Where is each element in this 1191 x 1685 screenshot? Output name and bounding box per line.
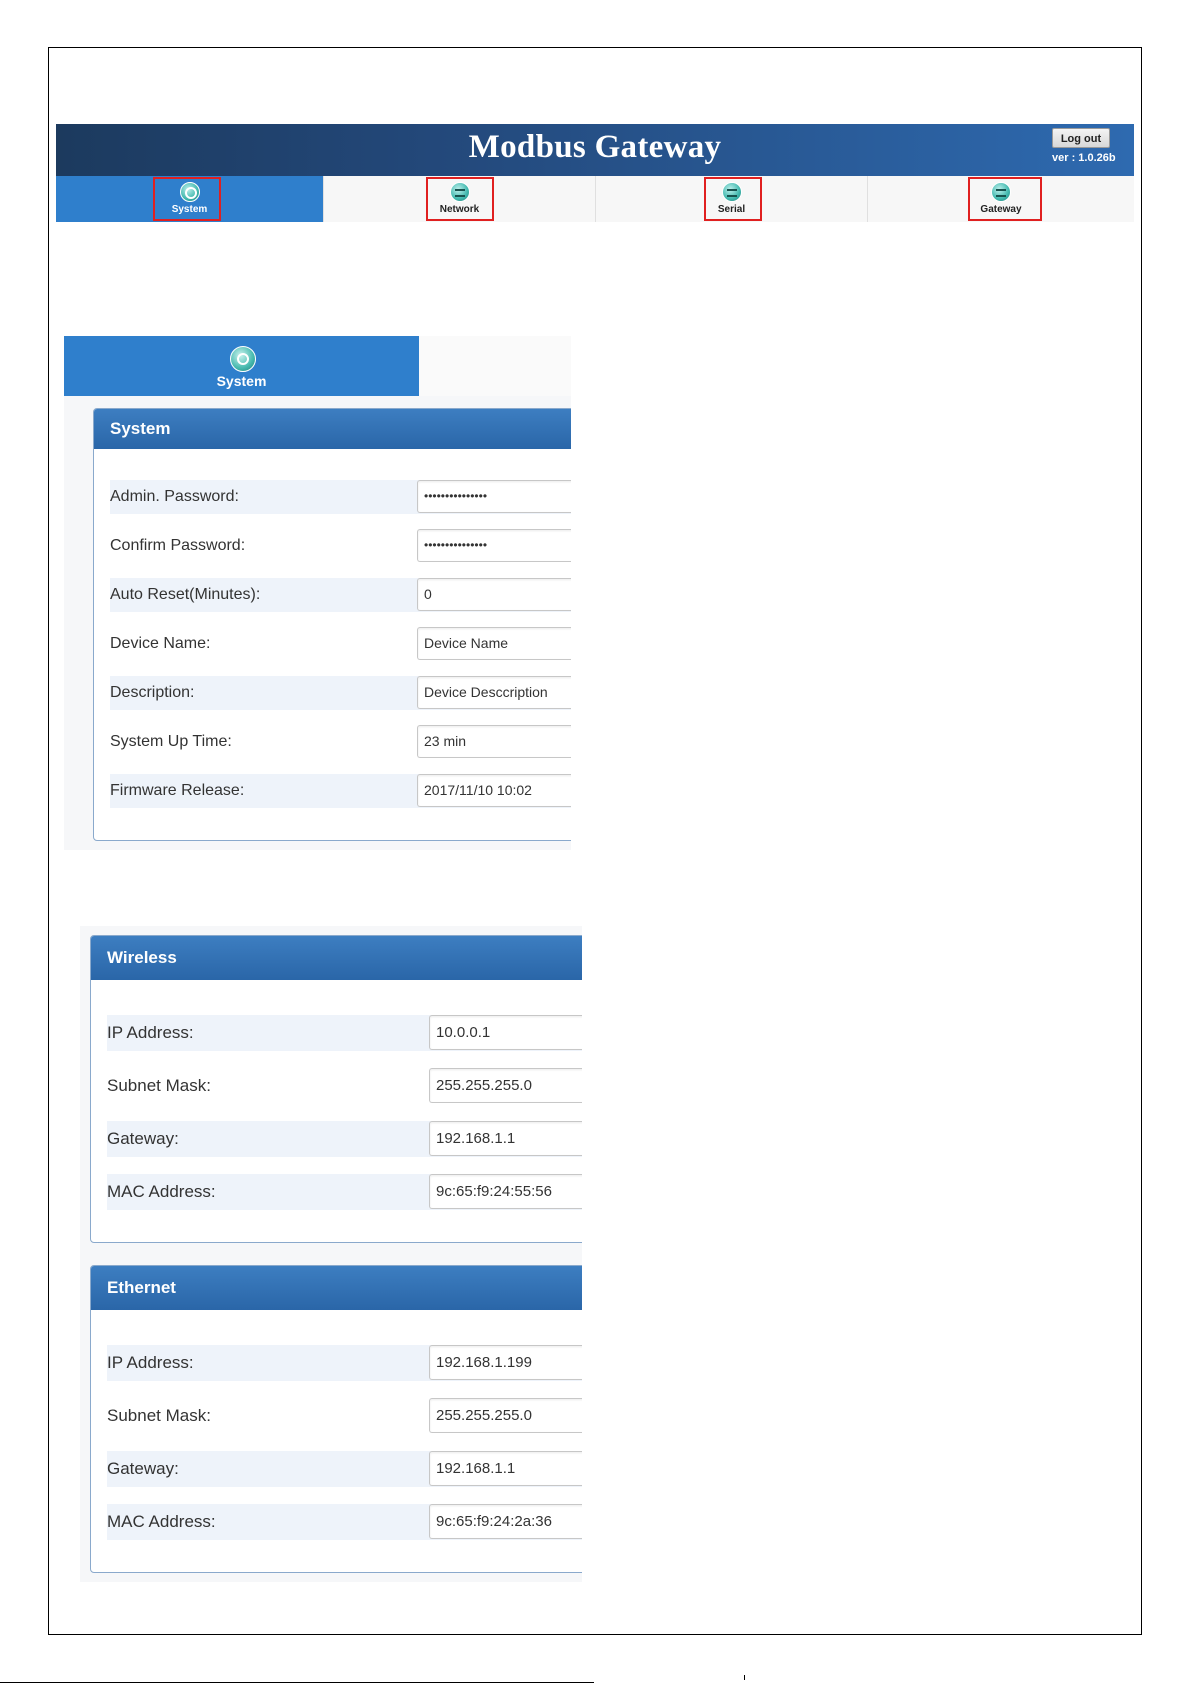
ethernet-panel (90, 1265, 582, 1573)
tab-label: Gateway (980, 204, 1022, 215)
gateway-header-screenshot (56, 124, 1134, 222)
field-label: Confirm Password: (110, 537, 246, 554)
gear-icon (230, 346, 256, 372)
field-label: Subnet Mask: (107, 1406, 211, 1425)
panel-title: System (94, 409, 571, 449)
tab-gateway[interactable] (868, 176, 1134, 222)
field-label: IP Address: (107, 1353, 194, 1372)
wireless-ip-input[interactable]: 10.0.0.1 (429, 1015, 582, 1050)
logout-button[interactable]: Log out (1052, 128, 1110, 148)
system-up-time-row (110, 725, 571, 759)
wireless-mac-row (107, 1174, 582, 1210)
app-title: Modbus Gateway (468, 129, 722, 165)
description-row (110, 676, 571, 710)
tab-system[interactable] (64, 336, 419, 396)
tab-label: Serial (717, 204, 746, 215)
field-label: Gateway: (107, 1459, 179, 1478)
firmware-release-field: 2017/11/10 10:02 (417, 774, 571, 807)
field-label: Firmware Release: (110, 782, 245, 799)
admin-password-input[interactable]: ••••••••••••••• (417, 480, 571, 513)
confirm-password-input[interactable]: ••••••••••••••• (417, 529, 571, 562)
tab-label: System (216, 373, 267, 389)
field-label: IP Address: (107, 1023, 194, 1042)
wireless-subnet-input[interactable]: 255.255.255.0 (429, 1068, 582, 1103)
gear-icon (180, 182, 200, 202)
system-up-time-field: 23 min (417, 725, 571, 758)
wireless-gateway-input[interactable]: 192.168.1.1 (429, 1121, 582, 1156)
device-name-row (110, 627, 571, 661)
wireless-panel (90, 935, 582, 1243)
ethernet-subnet-row (107, 1398, 582, 1434)
serial-icon (722, 182, 742, 202)
device-name-input[interactable]: Device Name (417, 627, 571, 660)
confirm-password-row (110, 529, 571, 563)
gateway-icon (991, 182, 1011, 202)
tab-system[interactable] (56, 176, 324, 222)
field-label: Admin. Password: (110, 488, 239, 505)
field-label: Device Name: (110, 635, 211, 652)
footer-mark (744, 1675, 745, 1680)
auto-reset-input[interactable]: 0 (417, 578, 571, 611)
field-label: System Up Time: (110, 733, 232, 750)
panel-title: Ethernet (91, 1266, 582, 1310)
field-label: Auto Reset(Minutes): (110, 586, 261, 603)
wireless-ip-row (107, 1015, 582, 1051)
field-label: Description: (110, 684, 195, 701)
network-settings-screenshot (80, 926, 582, 1582)
firmware-release-row (110, 774, 571, 808)
network-icon (450, 182, 470, 202)
ethernet-subnet-input[interactable]: 255.255.255.0 (429, 1398, 582, 1433)
field-label: MAC Address: (107, 1512, 216, 1531)
header-bar (56, 124, 1134, 176)
ethernet-gateway-input[interactable]: 192.168.1.1 (429, 1451, 582, 1486)
wireless-subnet-row (107, 1068, 582, 1104)
ethernet-ip-input[interactable]: 192.168.1.199 (429, 1345, 582, 1380)
admin-password-row (110, 480, 571, 514)
ethernet-mac-field: 9c:65:f9:24:2a:36 (429, 1504, 582, 1539)
field-label: MAC Address: (107, 1182, 216, 1201)
ethernet-mac-row (107, 1504, 582, 1540)
tab-serial[interactable] (596, 176, 868, 222)
tab-label: Network (439, 204, 480, 215)
footer-rule (0, 1682, 594, 1683)
wireless-mac-field: 9c:65:f9:24:55:56 (429, 1174, 582, 1209)
system-panel (93, 408, 571, 841)
tab-label: System (171, 204, 208, 215)
wireless-gateway-row (107, 1121, 582, 1157)
field-label: Gateway: (107, 1129, 179, 1148)
tab-next[interactable] (419, 336, 571, 396)
field-label: Subnet Mask: (107, 1076, 211, 1095)
description-input[interactable]: Device Desccription (417, 676, 571, 709)
panel-title: Wireless (91, 936, 582, 980)
tab-network[interactable] (324, 176, 596, 222)
main-nav (56, 176, 1134, 222)
ethernet-ip-row (107, 1345, 582, 1381)
system-settings-screenshot (64, 336, 571, 850)
auto-reset-row (110, 578, 571, 612)
version-label: ver : 1.0.26b (1052, 152, 1116, 164)
ethernet-gateway-row (107, 1451, 582, 1487)
